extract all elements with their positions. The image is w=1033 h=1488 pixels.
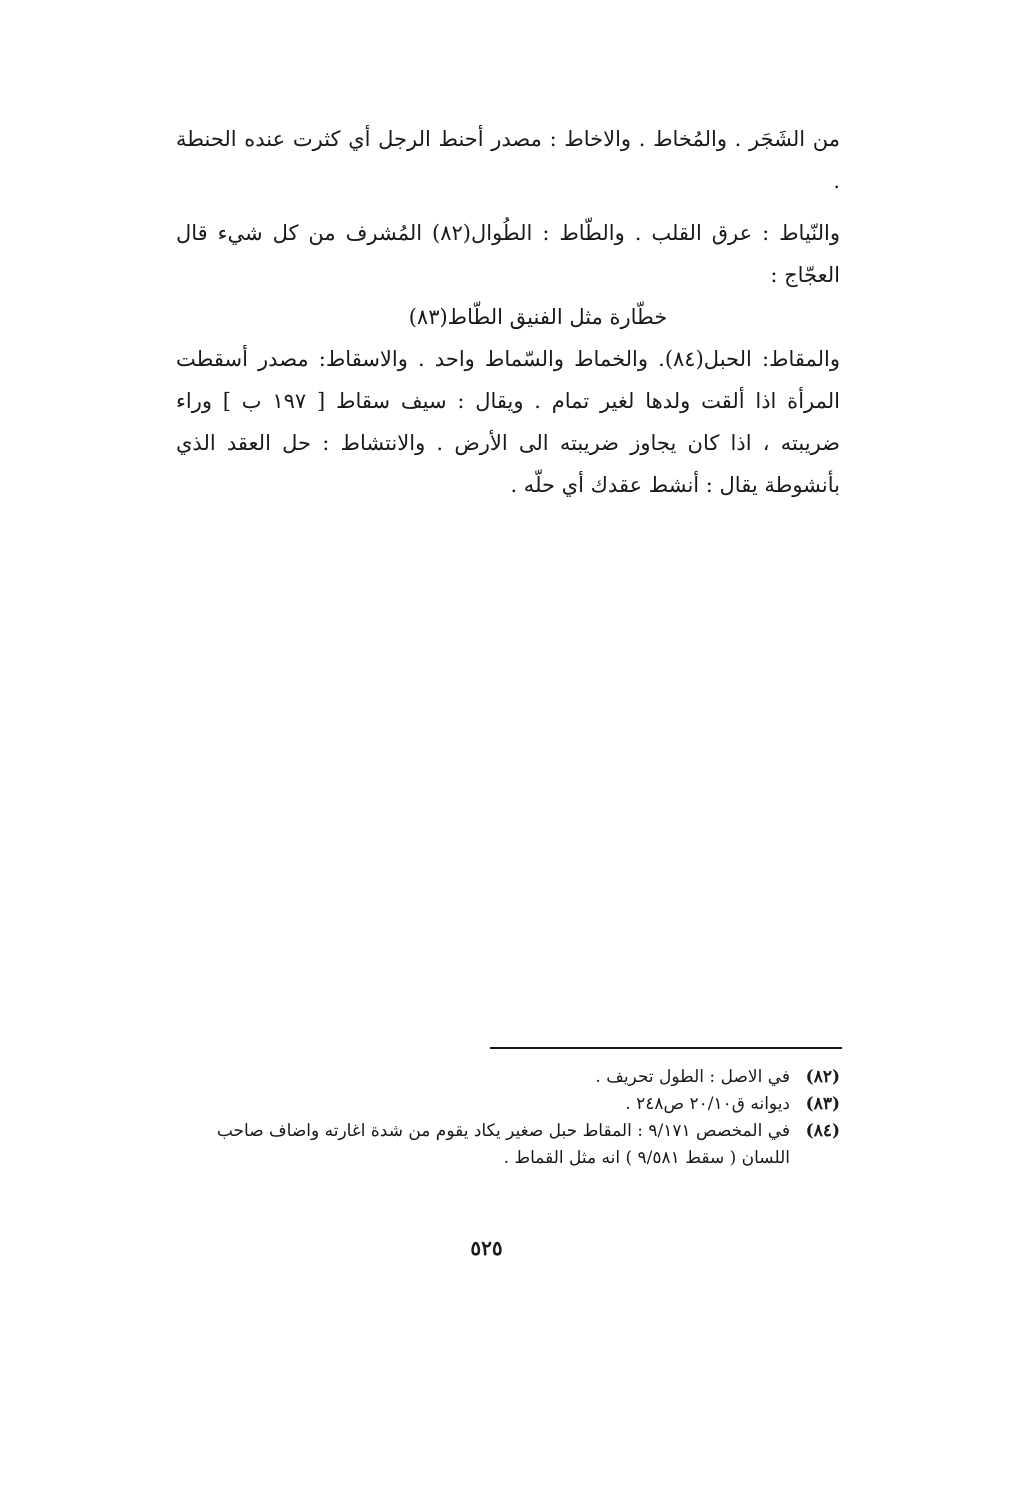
verse-line: خطّارة مثل الفنيق الطّاط(٨٣) (408, 305, 668, 329)
footnote-82 (180, 1064, 840, 1091)
footnote-number: (٨٢) (805, 1067, 840, 1087)
footnote-83 (180, 1091, 840, 1118)
page-number: ٥٢٥ (470, 1236, 503, 1260)
paragraph-1: من الشَجَر . والمُخاط . والاخاط : مصدر أحنط الرجل أي كثرت عنده الحنطة . (176, 127, 840, 193)
main-text (176, 118, 840, 506)
footnote-84 (180, 1118, 840, 1172)
footnote-number: (٨٤) (805, 1121, 840, 1141)
footnote-text: في المخصص ٩/١٧١ : المقاط حبل صغير يكاد يقوم من شدة اغارته واضاف صاحب اللسان ( سقط ٩/٥٨١ ) انه مثل القماط . (216, 1121, 790, 1168)
paragraph-2: والنّياط : عرق القلب . والطّاط : الطُوال(٨٢) المُشرف من كل شيء قال العجّاج : (176, 221, 840, 287)
footnote-text: ديوانه ق٢٠/١٠ ص٢٤٨ . (625, 1094, 790, 1114)
footnotes (180, 1064, 840, 1172)
footnote-text: في الاصل : الطول تحريف . (595, 1067, 790, 1087)
footnote-divider (490, 1047, 842, 1049)
footnote-number: (٨٣) (805, 1094, 840, 1114)
paragraph-3: والمقاط: الحبل(٨٤). والخماط والسّماط واحد . والاسقاط: مصدر أسقطت المرأة اذا ألقت ولدها لغير تمام . ويقال : سيف سقاط [ ١٩٧ ب ] وراء ضريبته ، اذا كان يجاوز ضريبته الى الأرض . والانتشاط : حل العقد الذي بأنشوطة يقال : أنشط عقدك أي حلّه . (176, 347, 840, 497)
